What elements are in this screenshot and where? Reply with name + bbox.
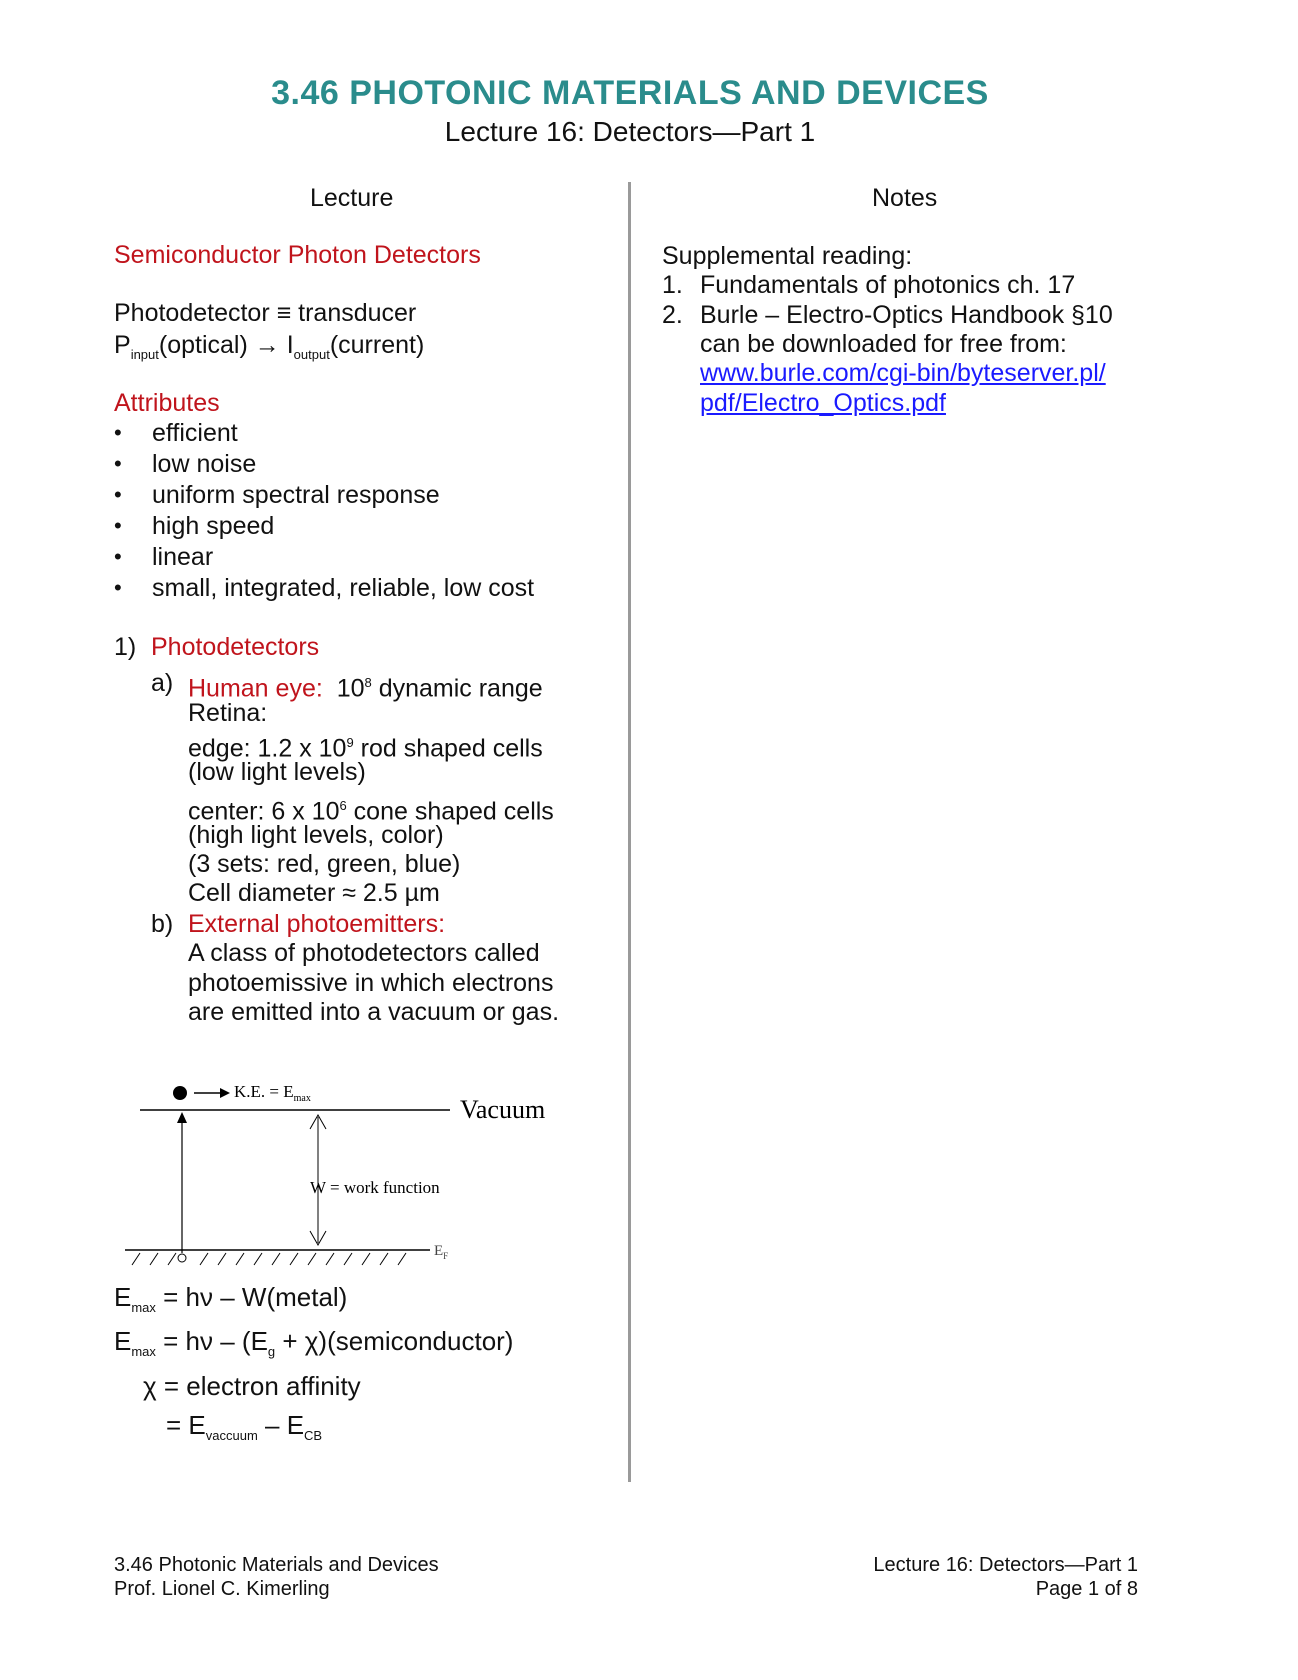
def-middle: (optical) → I [158, 331, 294, 359]
reading-item-2: Burle – Electro-Optics Handbook §10 [700, 301, 1113, 329]
input-subscript: input [130, 347, 159, 362]
document-title: 3.46 PHOTONIC MATERIALS AND DEVICES [271, 74, 989, 112]
p-symbol: P [114, 331, 131, 359]
equation-metal: $E_{max} = h\nu$ – W(metal) [114, 1282, 348, 1315]
work-function-label: W = work function [310, 1178, 440, 1197]
human-eye-line: Human eye: $10^8$ dynamic range [188, 674, 543, 703]
cell-diameter: Cell diameter ≈ 2.5 µm [188, 879, 440, 907]
hole-circle [178, 1254, 186, 1262]
reading-item-1: Fundamentals of photonics ch. 17 [700, 271, 1076, 299]
reading-item-1-number: 1. [662, 271, 683, 299]
surface-hatching [132, 1253, 406, 1265]
photoemission-diagram [120, 1075, 590, 1275]
footer-page-number: Page 1 of 8 [1035, 1578, 1138, 1600]
item-b-label: b) [151, 910, 174, 938]
download-link-line-2[interactable]: pdf/Electro_Optics.pdf [700, 389, 946, 417]
fermi-label: $E_F$ [434, 1243, 449, 1261]
retina-label: Retina: [188, 699, 268, 727]
photoemitters-desc-2: photoemissive in which electrons [188, 969, 554, 997]
equation-affinity-definition: = $E_{vaccuum} - E_{CB}$ [166, 1410, 323, 1443]
electron-dot [173, 1086, 187, 1100]
footer-left [114, 1553, 439, 1601]
ke-label: K.E. = $E_{max}$ [234, 1082, 311, 1104]
edge-note: (low light levels) [188, 758, 366, 786]
center-note-1: (high light levels, color) [188, 821, 444, 849]
photoemitters-title: External photoemitters [188, 910, 439, 938]
center-note-2: (3 sets: red, green, blue) [188, 850, 461, 878]
download-link[interactable] [700, 358, 1106, 418]
definition-line-2 [114, 330, 424, 370]
photoemitters-desc-3: are emitted into a vacuum or gas. [188, 998, 560, 1026]
item-a-label: a) [151, 669, 174, 697]
item-1-number: 1) [114, 633, 137, 661]
footer-course: 3.46 Photonic Materials and Devices [114, 1554, 439, 1576]
equation-semiconductor: $E_{max} = h\nu - (E_g$ + χ)(semiconductor) [114, 1326, 514, 1359]
supplemental-heading: Supplemental reading: [662, 242, 913, 270]
photoemitters-line: External photoemitters: [188, 910, 446, 938]
reading-item-2-number: 2. [662, 301, 683, 329]
notes-column-heading: Notes [872, 184, 938, 212]
photoemitters-desc-1: A class of photodetectors called [188, 939, 540, 967]
lecture-column-heading: Lecture [310, 184, 394, 212]
definition-line-1: Photodetector ≡ transducer [114, 299, 417, 327]
item-1-title: Photodetectors [151, 633, 320, 661]
section-title: Semiconductor Photon Detectors [114, 241, 481, 269]
footer-lecture: Lecture 16: Detectors—Part 1 [873, 1554, 1138, 1576]
edge-line: edge: 1.2 x $10^9$ rod shaped cells [188, 734, 543, 763]
equation-electron-affinity: χ = electron affinity [143, 1371, 361, 1401]
footer-professor: Prof. Lionel C. Kimerling [114, 1578, 330, 1600]
output-subscript: output [293, 347, 330, 362]
excitation-arrowhead [177, 1112, 187, 1123]
footer-right [873, 1553, 1138, 1601]
electron-arrowhead [220, 1088, 230, 1098]
vacuum-label: Vacuum [460, 1095, 546, 1124]
download-link-line-1[interactable]: www.burle.com/cgi-bin/byteserver.pl/ [700, 359, 1106, 387]
center-line: center: 6 x $10^6$ cone shaped cells [188, 797, 554, 826]
reading-item-2-continued: can be downloaded for free from: [700, 330, 1067, 358]
def-end: (current) [329, 331, 425, 359]
attributes-heading: Attributes [114, 389, 220, 417]
lecture-subtitle: Lecture 16: Detectors—Part 1 [444, 116, 816, 147]
column-divider [628, 182, 631, 1482]
human-eye-title: Human eye: [188, 674, 323, 703]
